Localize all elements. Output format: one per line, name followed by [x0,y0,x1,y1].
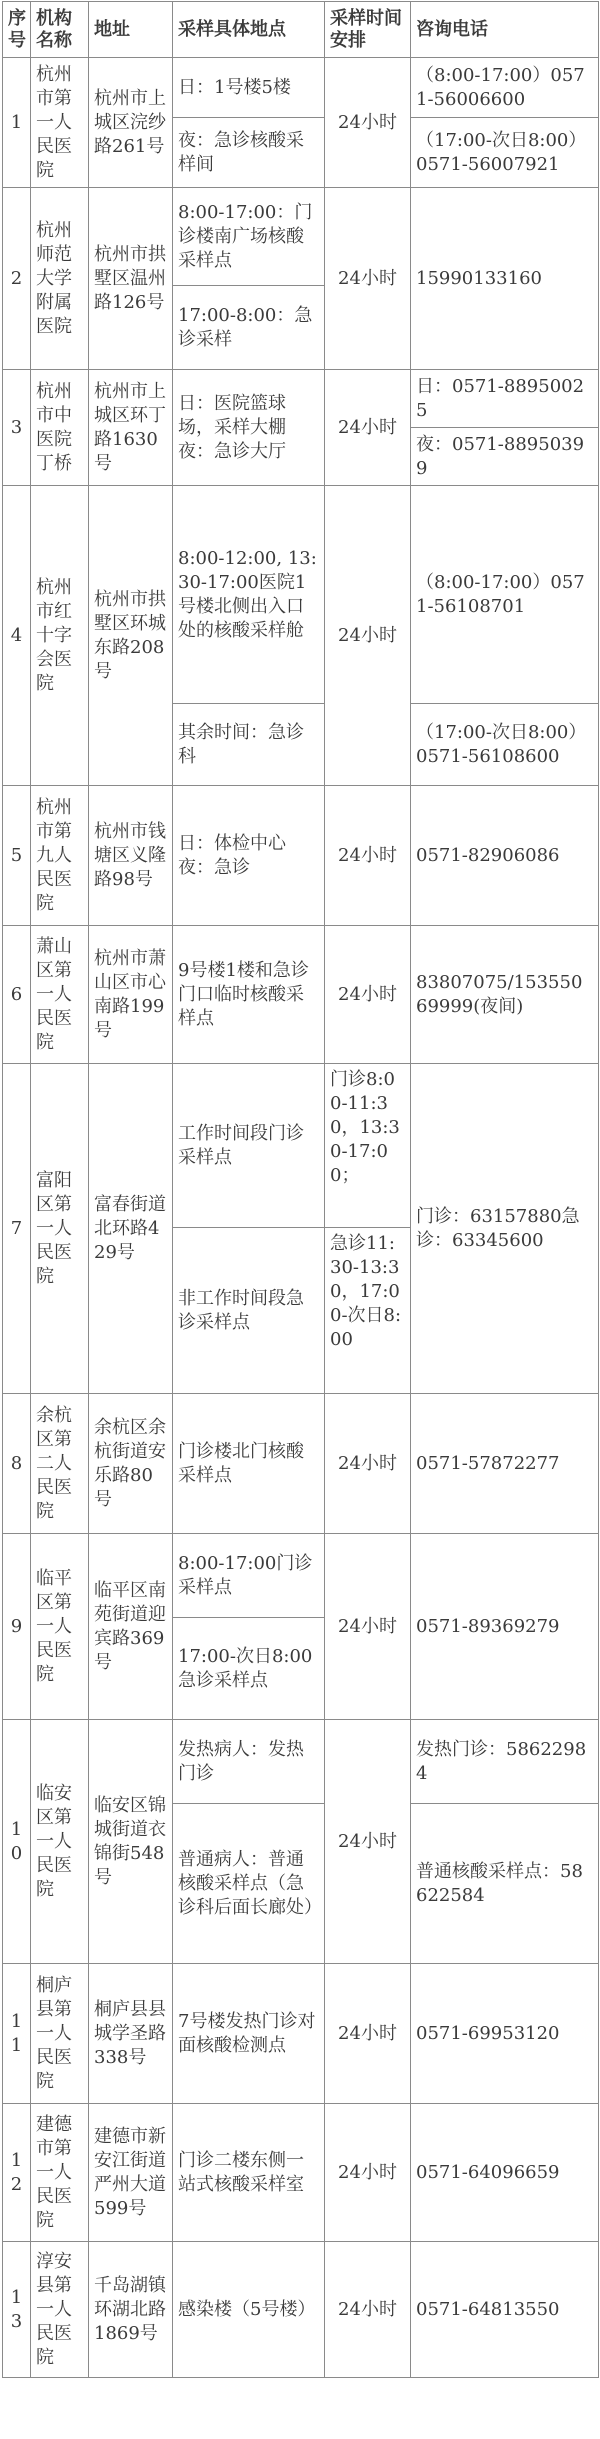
sampling-location: 17:00-8:00：急诊采样 [173,286,325,370]
hospital-name: 富阳区第一人民医院 [31,1064,89,1394]
contact-phone: 夜：0571-88950399 [411,428,599,486]
sampling-hours: 24小时 [325,926,411,1064]
sampling-location: 8:00-17:00门诊采样点 [173,1534,325,1618]
header-row [3,2,599,58]
table-row [3,2242,599,2378]
sampling-location: 其余时间：急诊科 [173,704,325,786]
table-row [3,58,599,118]
sampling-location: 门诊二楼东侧一站式核酸采样室 [173,2104,325,2242]
row-index: 11 [3,1964,31,2104]
sampling-hours: 24小时 [325,786,411,926]
contact-phone: 普通核酸采样点：58622584 [411,1804,599,1964]
hospital-address: 杭州市萧山区市心南路199号 [89,926,173,1064]
header-address: 地址 [89,2,173,58]
header-time: 采样时间安排 [325,2,411,58]
contact-phone: 日：0571-88950025 [411,370,599,428]
hospital-address: 杭州市钱塘区义隆路98号 [89,786,173,926]
hospital-name: 杭州市第九人民医院 [31,786,89,926]
contact-phone: 83807075/15355069999(夜间) [411,926,599,1064]
contact-phone: 0571-89369279 [411,1534,599,1720]
row-index: 13 [3,2242,31,2378]
sampling-hours: 24小时 [325,188,411,370]
sampling-location: 非工作时间段急诊采样点 [173,1228,325,1394]
contact-phone: 发热门诊：58622984 [411,1720,599,1804]
row-index: 7 [3,1064,31,1394]
row-index: 6 [3,926,31,1064]
sampling-location: 日：体检中心夜：急诊 [173,786,325,926]
hospital-address: 杭州市上城区浣纱路261号 [89,58,173,188]
sampling-location: 感染楼（5号楼） [173,2242,325,2378]
sampling-location: 日：医院篮球场，采样大棚夜：急诊大厅 [173,370,325,486]
contact-phone: 0571-64813550 [411,2242,599,2378]
contact-phone: 0571-57872277 [411,1394,599,1534]
header-idx: 序号 [3,2,31,58]
sampling-location: 夜：急诊核酸采样间 [173,118,325,188]
contact-phone: 15990133160 [411,188,599,370]
contact-phone: （8:00-17:00）0571-56108701 [411,486,599,704]
table-row [3,1720,599,1804]
sampling-location: 普通病人：普通核酸采样点（急诊科后面长廊处） [173,1804,325,1964]
table-row [3,786,599,926]
sampling-hours: 24小时 [325,1964,411,2104]
row-index: 3 [3,370,31,486]
row-index: 1 [3,58,31,188]
sampling-hours: 24小时 [325,1534,411,1720]
row-index: 5 [3,786,31,926]
hospital-address: 桐庐县县城学圣路338号 [89,1964,173,2104]
hospital-name: 萧山区第一人民医院 [31,926,89,1064]
hospital-address: 临平区南苑街道迎宾路369号 [89,1534,173,1720]
sampling-location: 8:00-17:00：门诊楼南广场核酸采样点 [173,188,325,286]
sampling-hours: 门诊8:00-11:30，13:30-17:00； [325,1064,411,1228]
hospital-name: 临平区第一人民医院 [31,1534,89,1720]
hospital-name: 建德市第一人民医院 [31,2104,89,2242]
sampling-location: 8:00-12:00, 13:30-17:00医院1号楼北侧出入口处的核酸采样舱 [173,486,325,704]
contact-phone: （8:00-17:00）0571-56006600 [411,58,599,118]
header-phone: 咨询电话 [411,2,599,58]
hospital-name: 桐庐县第一人民医院 [31,1964,89,2104]
hospital-name: 杭州市红十字会医院 [31,486,89,786]
hospital-address: 杭州市拱墅区温州路126号 [89,188,173,370]
sampling-location: 发热病人：发热门诊 [173,1720,325,1804]
hospital-name: 临安区第一人民医院 [31,1720,89,1964]
hospital-name: 杭州市中医院丁桥 [31,370,89,486]
hospital-address: 建德市新安江街道严州大道599号 [89,2104,173,2242]
table-row [3,1964,599,2104]
sampling-hours: 24小时 [325,1720,411,1964]
sampling-location: 9号楼1楼和急诊门口临时核酸采样点 [173,926,325,1064]
contact-phone: 门诊：63157880急诊：63345600 [411,1064,599,1394]
row-index: 2 [3,188,31,370]
contact-phone: 0571-64096659 [411,2104,599,2242]
sampling-location: 工作时间段门诊采样点 [173,1064,325,1228]
row-index: 9 [3,1534,31,1720]
sampling-location: 日：1号楼5楼 [173,58,325,118]
sampling-location: 7号楼发热门诊对面核酸检测点 [173,1964,325,2104]
sampling-hours: 24小时 [325,2242,411,2378]
table-row [3,2104,599,2242]
hospital-address: 余杭区余杭街道安乐路80号 [89,1394,173,1534]
table-row [3,926,599,1064]
sampling-hours: 急诊11:30-13:30，17:00-次日8:00 [325,1228,411,1394]
testing-sites-table [2,1,599,2378]
sampling-hours: 24小时 [325,2104,411,2242]
hospital-address: 临安区锦城街道衣锦街548号 [89,1720,173,1964]
header-location: 采样具体地点 [173,2,325,58]
table-row [3,1534,599,1618]
sampling-hours: 24小时 [325,1394,411,1534]
row-index: 10 [3,1720,31,1964]
contact-phone: （17:00-次日8:00）0571-56007921 [411,118,599,188]
hospital-address: 富春街道北环路429号 [89,1064,173,1394]
header-hospital: 机构名称 [31,2,89,58]
contact-phone: 0571-82906086 [411,786,599,926]
table-row [3,1394,599,1534]
row-index: 8 [3,1394,31,1534]
row-index: 4 [3,486,31,786]
table-row [3,486,599,704]
table-row [3,188,599,286]
hospital-name: 杭州市第一人民医院 [31,58,89,188]
sampling-hours: 24小时 [325,58,411,188]
sampling-hours: 24小时 [325,486,411,786]
table-row [3,1064,599,1228]
hospital-address: 杭州市上城区环丁路1630号 [89,370,173,486]
sampling-location: 17:00-次日8:00 急诊采样点 [173,1618,325,1720]
row-index: 12 [3,2104,31,2242]
sampling-hours: 24小时 [325,370,411,486]
hospital-name: 余杭区第二人民医院 [31,1394,89,1534]
contact-phone: （17:00-次日8:00）0571-56108600 [411,704,599,786]
hospital-name: 淳安县第一人民医院 [31,2242,89,2378]
table-row [3,370,599,428]
hospital-address: 杭州市拱墅区环城东路208号 [89,486,173,786]
sampling-location: 门诊楼北门核酸采样点 [173,1394,325,1534]
hospital-name: 杭州师范大学附属医院 [31,188,89,370]
hospital-address: 千岛湖镇环湖北路1869号 [89,2242,173,2378]
contact-phone: 0571-69953120 [411,1964,599,2104]
